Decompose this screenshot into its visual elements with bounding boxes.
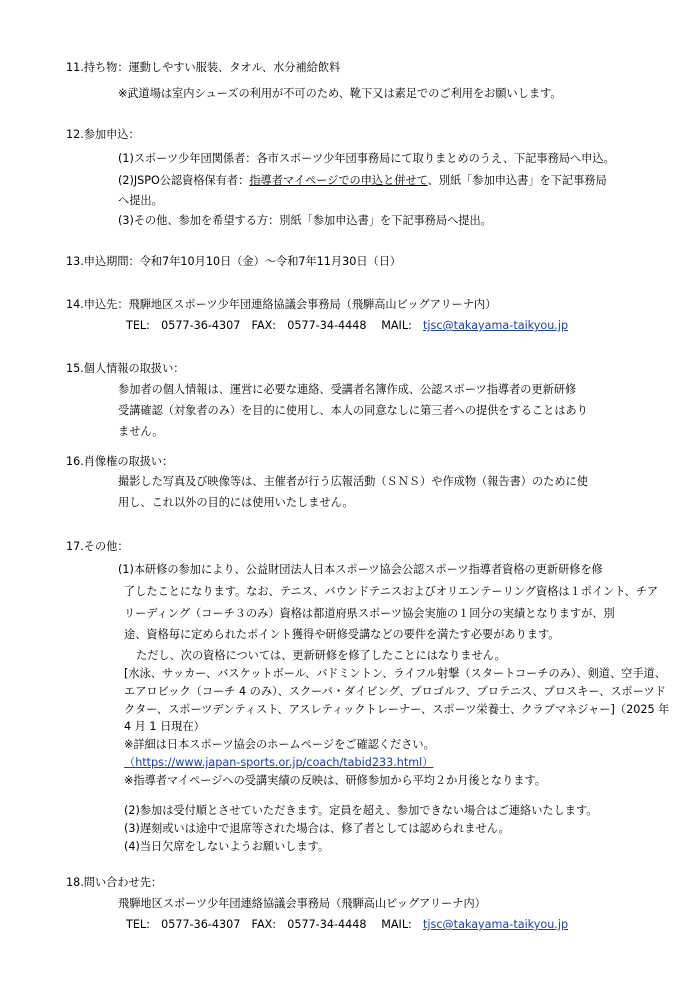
section-14-title: 14.申込先：飛騨地区スポーツ少年団連絡協議会事務局（飛騨高山ビッグアリーナ内） [66,298,497,311]
section-12-title: 12.参加申込： [66,128,140,141]
section-11-note: ※武道場は室内シューズの利用が不可のため、靴下又は素足でのご利用をお願いします。 [118,87,562,100]
section-17-hp-url [124,754,433,772]
section-15-title: 15.個人情報の取扱い： [66,362,185,375]
section-17-list-line-2: エアロビック（コーチ 4 のみ）、スクーバ・ダイビング、プロゴルフ、プロテニス、プロスキー、スポーツド [124,685,666,698]
section-12-item-2-underlined: 指導者マイページでの申込と併せて [249,174,428,187]
section-17-list-line-3: クター、スポーツデンティスト、アスレティックトレーナー、スポーツ栄養士、クラブマネジャー]（2025 年 [124,703,670,716]
section-17-list-line-1: [水泳、サッカー、バスケットボール、バドミントン、ライフル射撃（スタートコーチのみ）、剣道、空手道、 [124,667,666,680]
section-12-item-2-line-2: へ提出。 [118,194,163,207]
section-17-title: 17.その他： [66,540,129,553]
section-16-line-1: 撮影した写真及び映像等は、主催者が行う広報活動（ＳＮＳ）や作成物（報告書）のために使 [118,475,588,488]
section-17-p1-line-3: リーディング（コーチ３のみ）資格は都道府県スポーツ協会実施の１回分の実績となりますが、別 [124,607,615,620]
section-12-item-1: (1)スポーツ少年団関係者：各市スポーツ少年団事務局にて取りまとめのうえ、下記事務局へ申込。 [118,152,615,165]
section-14-contact-numbers: TEL: 0577-36-4307 FAX: 0577-34-4448 MAIL: [126,319,424,332]
section-11-title: 11.持ち物：運動しやすい服装、タオル、水分補給飲料 [66,61,341,74]
section-15-line-2: 受講確認（対象者のみ）を目的に使用し、本人の同意なしに第三者への提供をすることはあり [118,404,588,417]
section-17-hp-url-link[interactable]: （https://www.japan-sports.or.jp/coach/tabid233.html） [124,756,434,769]
section-17-reflect-note: ※指導者マイページへの受講実績の反映は、研修参加から平均２か月後となります。 [124,774,546,787]
section-12-item-3: (3)その他、参加を希望する方：別紙「参加申込書」を下記事務局へ提出。 [118,214,492,227]
section-16-title: 16.肖像権の取扱い： [66,455,174,468]
section-17-item-3: (3)遅刻或いは途中で退席等された場合は、修了者としては認められません。 [124,822,510,835]
section-17-p1-line-4: 途、資格毎に定められたポイント獲得や研修受講などの要件を満たす必要があります。 [124,628,560,641]
section-17-item-4: (4)当日欠席をしないようお願いします。 [124,840,330,853]
section-18-org: 飛騨地区スポーツ少年団連絡協議会事務局（飛騨高山ビッグアリーナ内） [118,897,486,910]
section-17-list-line-4: 4 月 1 日現在） [124,720,205,733]
section-18-contact-numbers: TEL: 0577-36-4307 FAX: 0577-34-4448 MAIL: [126,918,424,931]
section-17-exception-note: ただし、次の資格については、更新研修を修了したことにはなりません。 [136,649,506,662]
section-12-item-2 [118,172,607,190]
section-17-p1-line-1: (1)本研修の参加により、公益財団法人日本スポーツ協会公認スポーツ指導者資格の更新研修を修 [118,563,603,576]
section-14-contact [126,317,568,335]
section-17-hp-note: ※詳細は日本スポーツ協会のホームページをご確認ください。 [124,738,435,751]
section-12-item-2-suffix: 、別紙「参加申込書」を下記事務局 [427,174,607,187]
section-16-line-2: 用し、これ以外の目的には使用いたしません。 [118,496,354,509]
section-17-p1-line-2: 了したことになります。なお、テニス、バウンドテニスおよびオリエンテーリング資格は１ポイント、チア [124,585,659,598]
section-17-item-2: (2)参加は受付順とさせていただきます。定員を超え、参加できない場合はご連絡いたします。 [124,804,598,817]
section-15-line-1: 参加者の個人情報は、運営に必要な連絡、受講者名簿作成、公認スポーツ指導者の更新研修 [118,383,577,396]
section-18-title: 18.問い合わせ先： [66,876,163,889]
section-13-title: 13.申込期間：令和7年10月10日（金）～令和7年11月30日（日） [66,255,402,268]
section-18-contact [126,916,568,934]
section-15-line-3: ません。 [118,425,164,438]
section-18-email-link[interactable]: tjsc@takayama-taikyou.jp [423,918,569,931]
section-14-email-link[interactable]: tjsc@takayama-taikyou.jp [423,319,569,332]
section-12-item-2-prefix: (2)JSPO公認資格保有者： [118,174,250,187]
